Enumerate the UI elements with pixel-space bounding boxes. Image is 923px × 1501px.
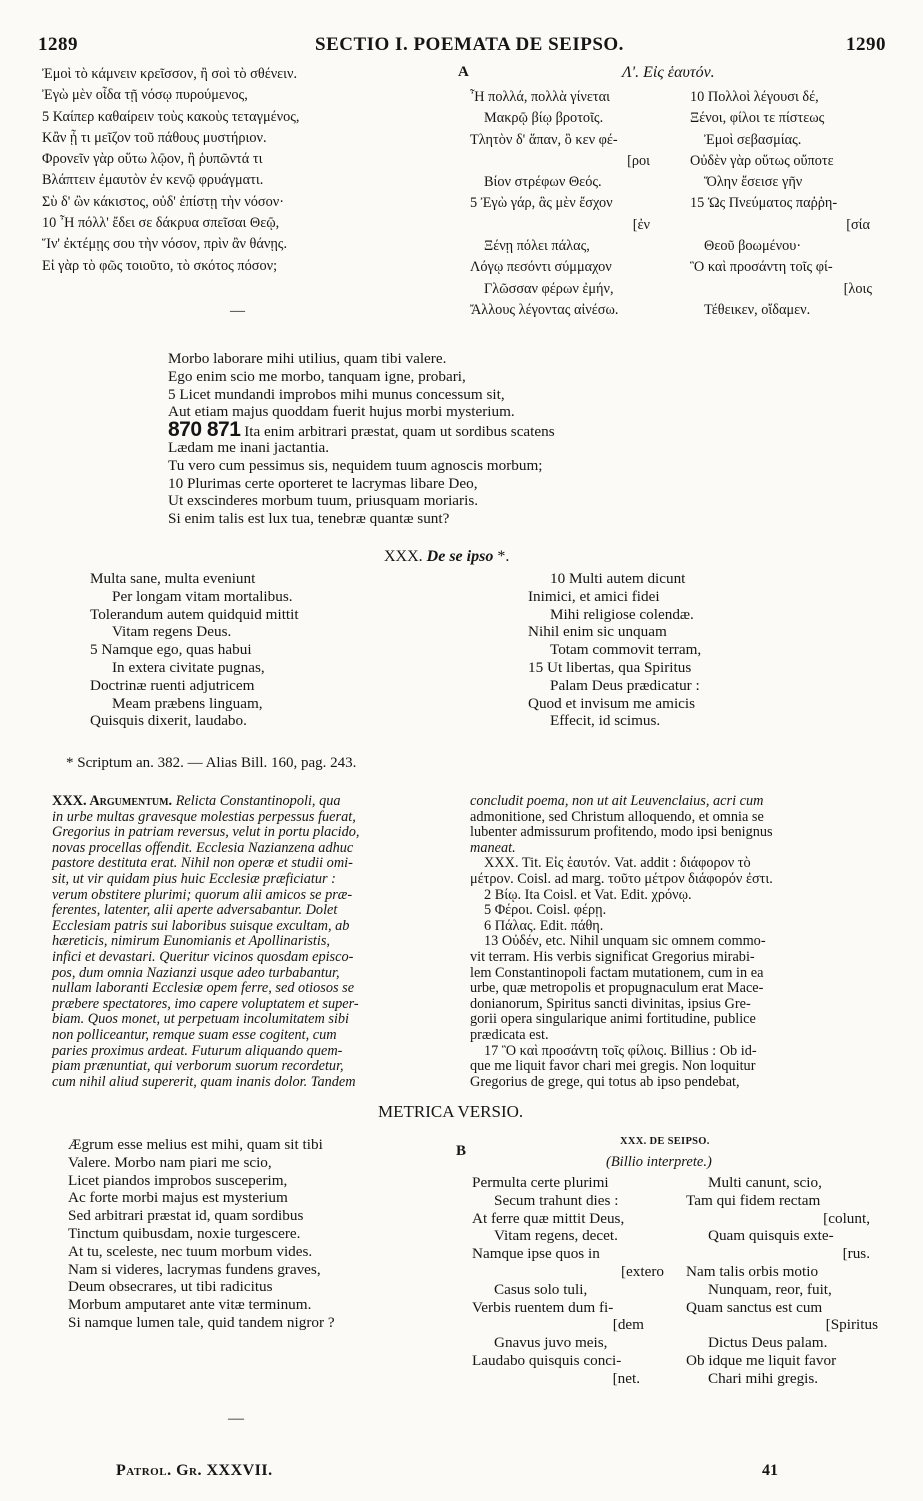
verse-line: Vitam regens Deus. [112, 623, 232, 641]
verse-line: Ἄλλους λέγοντας αἰνέσω. [470, 301, 619, 318]
argument-line: Ecclesiam patris sui laboribus suisque excultam, ab [52, 917, 350, 934]
note-line: 13 Οὐδέν, etc. Nihil unquam sic omnem commo- [484, 933, 766, 950]
verse-line: Licet piandos improbos susceperim, [68, 1171, 288, 1189]
verse-line: 15 Ut libertas, qua Spiritus [528, 658, 692, 676]
verse-line: 5 Namque ego, quas habui [90, 641, 252, 659]
verse-line: 10 Ἦ πόλλ' ἔδει σε δάκρυα σπεῖσαι Θεῷ, [42, 215, 280, 232]
section-title-text: De se ipso [426, 548, 494, 565]
verse-line: Τλητὸν δ' ἅπαν, ὃ κεν φέ- [470, 131, 618, 148]
verse-continuation: [λοις [843, 280, 872, 297]
note-line: prædicata est. [470, 1026, 549, 1043]
verse-continuation: [rus. [842, 1245, 870, 1263]
verse-line: Λόγῳ πεσόντι σύμμαχον [470, 259, 612, 276]
note-line: 2 Βίῳ. Ita Coisl. et Vat. Edit. χρόνῳ. [484, 886, 692, 903]
verse-line: Quam quisquis exte- [708, 1227, 834, 1245]
verse-line: Tam qui fidem rectam [686, 1191, 821, 1209]
note-line: admonitione, sed Christum alloquendo, et omnia se [470, 808, 764, 825]
verse-line: Ἵν' ἐκτέμῃς σου τὴν νόσον, πρὶν ἂν θάνῃς. [42, 236, 288, 253]
verse-continuation: [colunt, [823, 1209, 870, 1227]
verse-line: Ἐμοὶ τὸ κάμνειν κρεῖσσον, ἢ σοὶ τὸ σθένειν. [42, 66, 298, 82]
verse-line: Dictus Deus palam. [708, 1334, 828, 1352]
argument-line: novas procellas offendit. Ecclesia Nazianzena adhuc [52, 839, 354, 856]
verse-line: Ac forte morbi majus est mysterium [68, 1189, 288, 1207]
verse-line: Θεοῦ βοωμένου· [704, 238, 802, 255]
prose-line: Morbo laborare mihi utilius, quam tibi valere. [168, 350, 447, 367]
column-numbers: 870 871 [168, 418, 241, 442]
note-line: maneat. [470, 839, 516, 856]
note-line: concludit poema, non ut ait Leuvenclaius, acri cum [470, 793, 764, 809]
prose-line: Ego enim scio me morbo, tanquam igne, probari, [168, 367, 466, 385]
footnote-mark: *. [497, 548, 510, 565]
verse-line: Quam sanctus est cum [686, 1298, 823, 1316]
verse-line: Effecit, id scimus. [550, 712, 661, 730]
note-line: vit terram. His verbis significat Gregorius mirabi- [470, 948, 755, 965]
prose-line: Tu vero cum pessimus sis, nequidem tuum agnoscis morbum; [168, 456, 543, 474]
footer-gathering-number: 41 [762, 1462, 778, 1479]
prose-line: 5 Licet mundandi improbos mihi munus concessum sit, [168, 385, 505, 403]
note-line: 6 Πάλας. Edit. πάθη. [484, 917, 604, 934]
verse-line: 10 Multi autem dicunt [550, 570, 686, 587]
verse-line: Ἐμοὶ σεβασμίας. [704, 131, 802, 148]
section-number: XXX. [384, 548, 423, 565]
verse-line: Sed arbitrari præstat id, quam sordibus [68, 1207, 304, 1225]
verse-continuation: [ἐν [632, 216, 650, 233]
billio-title: XXX. DE SEIPSO. [620, 1136, 710, 1147]
verse-line: Laudabo quisquis conci- [472, 1351, 622, 1369]
section-title [384, 548, 509, 566]
note-line: lubenter admissurum profitendo, modo ipsi benignus [470, 824, 773, 841]
verse-line: Τέθεικεν, οἴδαμεν. [704, 301, 811, 318]
verse-line: Ὅλην ἔσεισε γῆν [704, 174, 803, 191]
argument-line: non polliceantur, remque suam esse cogitent, cum [52, 1026, 337, 1043]
verse-line: Φρονεῖν γὰρ οὕτω λῷον, ἢ ῥυπῶντά τι [42, 151, 263, 168]
verse-line: 5 Ἐγὼ γάρ, ἃς μὲν ἔσχον [470, 195, 613, 212]
verse-line: Ob idque me liquit favor [686, 1351, 837, 1369]
latin-prose-translation [168, 350, 555, 528]
verse-line: Quisquis dixerit, laudabo. [90, 712, 247, 730]
verse-line: At ferre quæ mittit Deus, [472, 1209, 625, 1227]
margin-marker-a: A [458, 64, 469, 80]
argument-line: Relicta Constantinopoli, qua [175, 793, 341, 809]
argument-line: ferentes, latenter, alii aperte adversabantur. Dolet [52, 902, 338, 919]
greek-poem-left [42, 64, 300, 277]
verse-line: Μακρῷ βίῳ βροτοῖς. [484, 110, 604, 127]
section-dash: — [228, 1410, 244, 1427]
verse-line: Σὺ δ' ὢν κάκιστος, οὐδ' ἐπίστῃ τὴν νόσον· [42, 193, 284, 210]
verse-line: Totam commovit terram, [550, 641, 702, 659]
latin-poem-left [90, 570, 299, 730]
verse-line: Chari mihi gregis. [708, 1369, 819, 1387]
verse-continuation: [net. [612, 1369, 640, 1387]
verse-line: In extera civitate pugnas, [112, 658, 265, 676]
verse-line: Ὃ καὶ προσάντη τοῖς φί- [690, 259, 833, 276]
verse-line: 15 Ὡς Πνεύματος παῤῥη- [690, 195, 838, 212]
verse-line: Βλάπτειν ἐμαυτὸν ἐν κενῷ φρυάγματι. [42, 172, 264, 189]
prose-line: Ita enim arbitrari præstat, quam ut sordibus scatens [244, 423, 555, 441]
verse-line: Mihi religiose colendæ. [550, 605, 694, 623]
verse-line: Εἰ γὰρ τὸ φῶς τοιοῦτο, τὸ σκότος πόσον; [42, 257, 278, 274]
argument-line: pos, dum omnia Nazianzi usque adeo turbabantur, [52, 964, 340, 981]
notes-block [470, 794, 773, 1090]
verse-line: Morbum amputaret ante vitæ terminum. [68, 1296, 312, 1314]
note-line: que me liquit favor chari mei gregis. Non loquitur [470, 1058, 756, 1075]
verse-line: Ἦ πολλά, πολλὰ γίνεται [470, 89, 610, 105]
prose-line: 10 Plurimas certe oporteret te lacrymas libare Deo, [168, 474, 478, 492]
argument-line: nullam laboranti Ecclesiæ opem ferre, sed otiosos se [52, 980, 355, 997]
argument-label: XXX. Argumentum. [52, 793, 173, 809]
verse-line: Per longam vitam mortalibus. [112, 587, 293, 605]
greek-column-right [690, 87, 890, 321]
note-line: urbe, quæ metropolis et propugnaculum erat Mace- [470, 980, 764, 997]
verse-line: Deum obsecrares, ut tibi radicitus [68, 1278, 273, 1296]
verse-continuation: [Spiritus [825, 1316, 878, 1334]
margin-marker-b: B [456, 1143, 467, 1159]
verse-line: Ξένοι, φίλοι τε πίστεως [690, 110, 825, 127]
verse-line: Multa sane, multa eveniunt [90, 570, 256, 587]
verse-line: Vitam regens, decet. [494, 1227, 618, 1245]
page-number-right: 1290 [846, 34, 886, 55]
prose-line: Lædam me inani jactantia. [168, 438, 330, 456]
verse-line: Multi canunt, scio, [708, 1174, 822, 1191]
verse-line: Gnavus juvo meis, [494, 1334, 608, 1352]
verse-line: Nam si videres, lacrymas fundens graves, [68, 1260, 321, 1278]
verse-line: Quod et invisum me amicis [528, 694, 696, 712]
prose-line: Aut etiam majus quoddam fuerit hujus morbi mysterium. [168, 403, 515, 421]
verse-continuation: [extero [620, 1262, 664, 1280]
argument-block [52, 794, 360, 1090]
page-number-left: 1289 [38, 34, 78, 55]
verse-line: At tu, sceleste, nec tuum morbum vides. [68, 1242, 313, 1260]
verse-line: Nunquam, reor, fuit, [708, 1280, 832, 1298]
verse-line: Meam præbens linguam, [112, 694, 263, 712]
note-line: 5 Φέροι. Coisl. φέρῃ. [484, 902, 607, 919]
verse-line: Secum trahunt dies : [494, 1191, 619, 1209]
latin-poem-right [528, 570, 701, 730]
prose-line: Si enim talis est lux tua, tenebræ quantæ sunt? [168, 510, 450, 528]
verse-line: Βίον στρέφων Θεός. [484, 174, 602, 191]
verse-line: Ξένῃ πόλει πάλας, [484, 238, 590, 255]
running-title: SECTIO I. POEMATA DE SEIPSO. [315, 34, 624, 55]
argument-line: præbere spectatores, imo capere voluptatem et super- [52, 995, 359, 1012]
argument-line: cum nihil aliud supererit, quam inanis dolor. Tandem [52, 1073, 356, 1090]
billio-column-left [472, 1174, 678, 1388]
note-line: lem Constantinopoli factam mutationem, cum in ea [470, 964, 764, 981]
argument-line: biam. Quos monet, ut perpetuam incolumitatem sibi [52, 1011, 350, 1028]
verse-line: Doctrinæ ruenti adjutricem [90, 676, 255, 694]
prose-line: Ut exscinderes morbum tuum, priusquam moriaris. [168, 492, 479, 510]
note-line: μέτρον. Coisl. ad marg. τοῦτο μέτρον διάφορόν ἐστι. [470, 870, 773, 887]
argument-line: pastore destituta erat. Nihil non operæ et studii omi- [52, 855, 353, 872]
argument-line: in urbe multas gravesque molestias perpessus fuerat, [52, 808, 356, 825]
metrica-versio-title: METRICA VERSIO. [378, 1102, 524, 1121]
verse-line: Ἐγὼ μὲν οἶδα τῇ νόσῳ πυρούμενος, [42, 87, 248, 104]
verse-line: Inimici, et amici fidei [528, 587, 660, 605]
note-line: 17 Ὃ καὶ προσάντη τοῖς φίλοις. Billius : Ob id- [484, 1042, 757, 1059]
footnote: * Scriptum an. 382. — Alias Bill. 160, pag. 243. [66, 755, 357, 771]
metrica-versio-left [68, 1136, 335, 1332]
verse-line: Casus solo tuli, [494, 1280, 588, 1298]
verse-line: Palam Deus prædicatur : [550, 676, 700, 694]
verse-continuation: [σία [846, 216, 870, 233]
verse-line: 5 Καίπερ καθαίρειν τοὺς κακοὺς τεταγμένος, [42, 108, 300, 125]
billio-column-right [686, 1174, 890, 1388]
verse-line: Ægrum esse melius est mihi, quam sit tibi [68, 1136, 323, 1153]
verse-line: Οὐδὲν γὰρ οὕτως οὔποτε [690, 152, 834, 169]
section-dash: — [230, 303, 245, 319]
verse-line: Nam talis orbis motio [686, 1262, 819, 1280]
verse-line: Permulta certe plurimi [472, 1174, 609, 1191]
note-line: donianorum, Spiritus sancti divinitas, ipsius Gre- [470, 995, 751, 1012]
verse-line: Γλῶσσαν φέρων ἐμήν, [484, 280, 614, 297]
verse-line: Si namque lumen tale, quid tandem nigror ? [68, 1313, 335, 1331]
argument-line: hæreticis, nimirum Eunomianis et Apollinaristis, [52, 933, 331, 950]
footer-signature: Patrol. Gr. XXXVII. [116, 1462, 273, 1479]
verse-line: Namque ipse quos in [472, 1245, 600, 1263]
argument-line: piam prænuntiat, qui verborum suorum recordetur, [52, 1058, 344, 1075]
argument-line: infici et devastari. Queritur vicinos quosdam episco- [52, 948, 354, 965]
greek-poem-title: Λ'. Εἰς ἑαυτόν. [622, 64, 715, 81]
note-line: Gregorius de grege, qui totus ab ipso pendebat, [470, 1073, 740, 1090]
greek-column-middle [470, 87, 678, 321]
verse-line: Verbis ruentem dum fi- [472, 1298, 614, 1316]
argument-line: Gregorius in patriam reversus, velut in portu placido, [52, 824, 360, 841]
verse-line: Valere. Morbo nam piari me scio, [68, 1153, 272, 1171]
argument-line: sit, ut vir quidam pius huic Ecclesiæ præficiatur : [52, 870, 336, 887]
verse-line: Tinctum quibusdam, noxie turgescere. [68, 1224, 301, 1242]
note-line: XXX. Tit. Εἰς ἑαυτόν. Vat. addit : διάφορον τὸ [484, 855, 751, 872]
note-line: gorii opera singularique animi fortitudine, publice [470, 1011, 756, 1028]
verse-line: Nihil enim sic unquam [528, 623, 667, 641]
argument-line: verum obstitere plurimi; quorum alii amicos se præ- [52, 886, 353, 903]
verse-continuation: [ροι [627, 152, 650, 169]
verse-line: 10 Πολλοὶ λέγουσι δέ, [690, 89, 819, 105]
argument-line: paries proximus ardeat. Futurum aliquando quem- [52, 1042, 343, 1059]
verse-line: Κἂν ᾖ τι μεῖζον τοῦ πάθους μυστήριον. [42, 129, 267, 146]
billio-subtitle: (Billio interprete.) [606, 1154, 712, 1170]
verse-continuation: [dem [612, 1316, 644, 1334]
verse-line: Tolerandum autem quidquid mittit [90, 605, 299, 623]
